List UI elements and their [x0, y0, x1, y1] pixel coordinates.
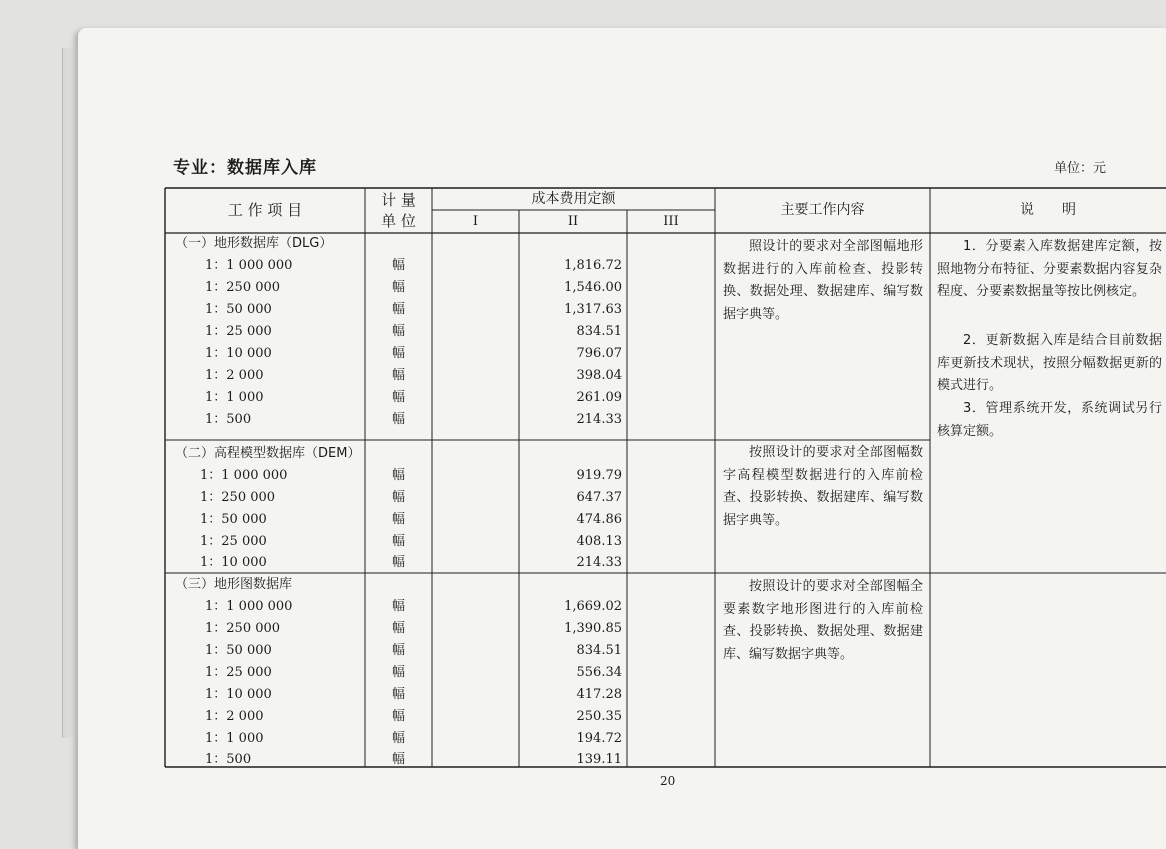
row-value: 214.33	[576, 555, 622, 570]
header-class-1: I	[472, 214, 479, 229]
row-scale: 1：25 000	[200, 534, 267, 549]
header-notes: 说 明	[1020, 202, 1076, 218]
row-unit: 幅	[391, 302, 405, 317]
header-content: 主要工作内容	[780, 202, 865, 218]
page-title: 专业：数据库入库	[173, 158, 317, 178]
row-unit: 幅	[391, 390, 405, 405]
row-scale: 1：25 000	[205, 665, 272, 680]
row-value: 417.28	[576, 687, 622, 702]
row-unit: 幅	[391, 709, 405, 724]
row-scale: 1：250 000	[205, 621, 281, 636]
row-value: 556.34	[576, 665, 622, 680]
row-scale: 1：1 000 000	[205, 258, 293, 273]
row-value: 1,317.63	[564, 302, 622, 317]
row-value: 796.07	[576, 346, 622, 361]
row-unit: 幅	[391, 412, 405, 427]
row-scale: 1：500	[205, 412, 252, 427]
row-scale: 1：50 000	[200, 512, 267, 527]
row-scale: 1：1 000	[205, 731, 264, 746]
note-2: 2．更新数据入库是结合目前数据库更新技术现状，按照分幅数据更新的模式进行。	[937, 333, 1162, 393]
page-number: 20	[660, 774, 676, 788]
row-value: 647.37	[576, 490, 622, 505]
row-value: 194.72	[576, 731, 622, 746]
row-value: 261.09	[576, 390, 622, 405]
row-scale: 1：25 000	[205, 324, 272, 339]
row-scale: 1：10 000	[205, 687, 272, 702]
row-unit: 幅	[391, 555, 405, 570]
row-scale: 1：1 000 000	[205, 599, 293, 614]
work-content-dem: 按照设计的要求对全部图幅数字高程模型数据进行的入库前检查、投影转换、数据建库、编写数据字典等。	[723, 445, 923, 528]
row-scale: 1：2 000	[205, 709, 264, 724]
header-measure-top: 计 量	[381, 191, 416, 209]
header-measure-bottom: 单 位	[381, 212, 416, 230]
row-unit: 幅	[391, 687, 405, 702]
row-unit: 幅	[391, 665, 405, 680]
row-value: 1,390.85	[564, 621, 622, 636]
work-content-topo: 按照设计的要求对全部图幅全要素数字地形图进行的入库前检查、投影转换、数据处理、数据建库、编写数据字典等。	[723, 579, 923, 662]
row-value: 1,546.00	[564, 280, 622, 295]
header-class-2: II	[567, 214, 579, 229]
row-value: 398.04	[576, 368, 622, 383]
row-value: 834.51	[576, 643, 622, 658]
note-1: 1．分要素入库数据建库定额，按照地物分布特征、分要素数据内容复杂程度、分要素数据量等按比例核定。	[937, 239, 1162, 299]
row-unit: 幅	[391, 731, 405, 746]
row-value: 214.33	[576, 412, 622, 427]
row-scale: 1：250 000	[205, 280, 281, 295]
row-unit: 幅	[391, 280, 405, 295]
section-name-dem: （二）高程模型数据库（DEM）	[175, 446, 361, 461]
row-unit: 幅	[391, 324, 405, 339]
row-unit: 幅	[391, 368, 405, 383]
row-scale: 1：500	[205, 752, 252, 767]
row-scale: 1：10 000	[205, 346, 272, 361]
unit-label: 单位：元	[1054, 161, 1107, 176]
row-scale: 1：2 000	[205, 368, 264, 383]
section-name-dlg: （一）地形数据库（DLG）	[175, 236, 333, 251]
row-unit: 幅	[391, 752, 405, 767]
row-value: 250.35	[576, 709, 622, 724]
row-unit: 幅	[391, 621, 405, 636]
row-value: 408.13	[576, 534, 622, 549]
row-value: 1,816.72	[564, 258, 622, 273]
header-class-3: III	[663, 214, 679, 229]
row-value: 474.86	[576, 512, 622, 527]
row-unit: 幅	[391, 490, 405, 505]
row-scale: 1：50 000	[205, 643, 272, 658]
row-unit: 幅	[391, 346, 405, 361]
row-scale: 1：10 000	[200, 555, 267, 570]
row-unit: 幅	[391, 643, 405, 658]
row-scale: 1：250 000	[200, 490, 276, 505]
row-value: 919.79	[576, 468, 622, 483]
row-scale: 1：1 000 000	[200, 468, 288, 483]
row-unit: 幅	[391, 534, 405, 549]
note-3: 3．管理系统开发，系统调试另行核算定额。	[937, 401, 1162, 439]
work-content-dlg: 照设计的要求对全部图幅地形数据进行的入库前检查、投影转换、数据处理、数据建库、编写数据字典等。	[723, 239, 923, 322]
header-cost: 成本费用定额	[531, 191, 616, 207]
header-item: 工 作 项 目	[227, 201, 303, 219]
row-value: 1,669.02	[564, 599, 622, 614]
row-scale: 1：50 000	[205, 302, 272, 317]
row-unit: 幅	[391, 599, 405, 614]
row-unit: 幅	[391, 468, 405, 483]
row-scale: 1：1 000	[205, 390, 264, 405]
row-value: 139.11	[576, 752, 622, 767]
section-name-topo: （三）地形图数据库	[175, 577, 293, 592]
row-unit: 幅	[391, 512, 405, 527]
row-unit: 幅	[391, 258, 405, 273]
row-value: 834.51	[576, 324, 622, 339]
